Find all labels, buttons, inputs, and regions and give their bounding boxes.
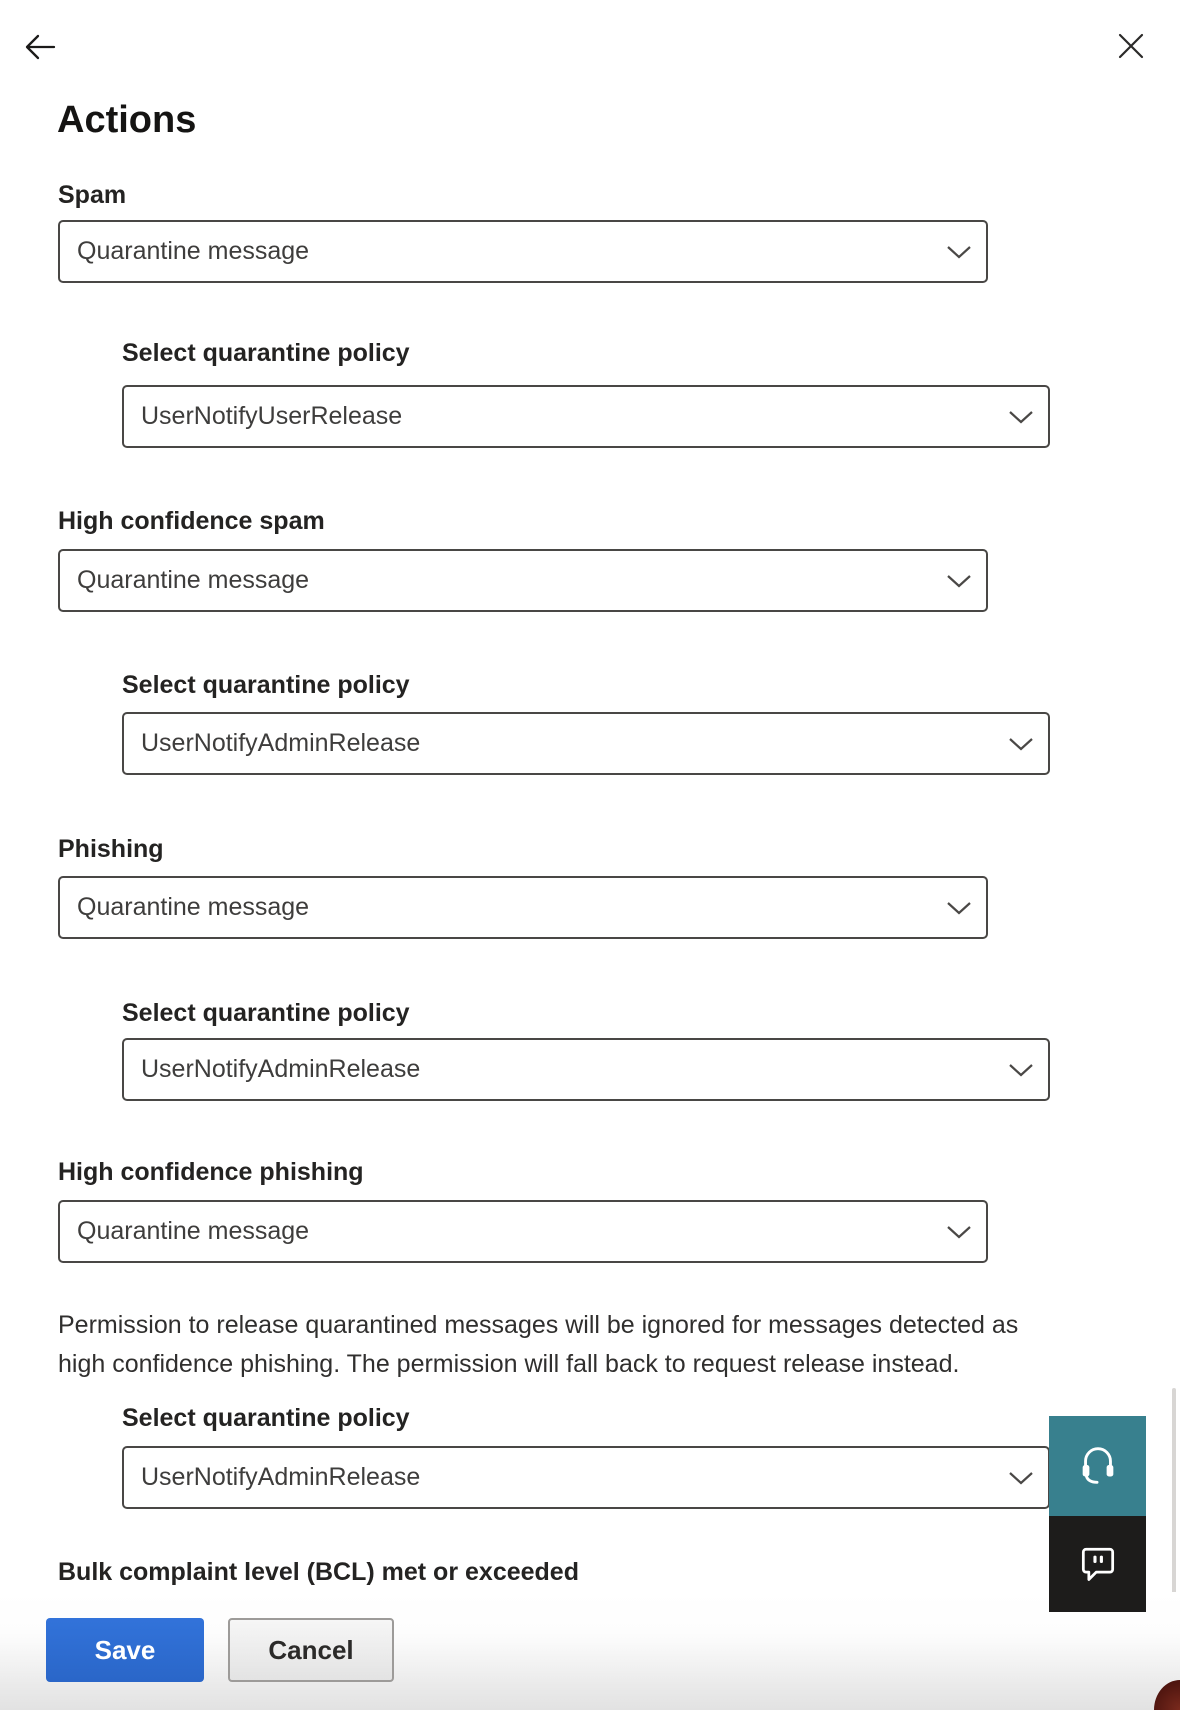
chevron-down-icon: [946, 901, 972, 915]
high-confidence-spam-action-dropdown[interactable]: [58, 549, 988, 612]
section-label-spam: Spam: [58, 181, 127, 209]
close-icon: [1117, 48, 1145, 63]
phishing-policy-label: Select quarantine policy: [122, 999, 410, 1027]
section-label-phishing: Phishing: [58, 835, 164, 863]
section-label-high-confidence-spam: High confidence spam: [58, 507, 325, 535]
spam-policy-dropdown[interactable]: [122, 385, 1050, 448]
save-button[interactable]: Save: [46, 1618, 204, 1682]
feedback-icon: [1076, 1540, 1120, 1589]
help-button[interactable]: [1049, 1416, 1146, 1516]
high-confidence-phishing-policy-value: UserNotifyAdminRelease: [141, 1463, 421, 1491]
high-confidence-phishing-action-value: Quarantine message: [77, 1217, 310, 1245]
section-label-bulk-complaint-level: Bulk complaint level (BCL) met or exceeded: [58, 1558, 579, 1586]
phishing-policy-dropdown[interactable]: [122, 1038, 1050, 1101]
close-button[interactable]: [1117, 32, 1145, 60]
footer-bar: [0, 1592, 1180, 1710]
chevron-down-icon: [1008, 1063, 1034, 1077]
phishing-action-value: Quarantine message: [77, 893, 310, 921]
phishing-action-dropdown[interactable]: [58, 876, 988, 939]
phishing-policy-value: UserNotifyAdminRelease: [141, 1055, 421, 1083]
chevron-down-icon: [946, 574, 972, 588]
chevron-down-icon: [1008, 737, 1034, 751]
high-confidence-phishing-policy-dropdown[interactable]: [122, 1446, 1050, 1509]
spam-action-value: Quarantine message: [77, 237, 310, 265]
headset-icon: [1075, 1440, 1121, 1493]
high-confidence-phishing-action-dropdown[interactable]: [58, 1200, 988, 1263]
back-button[interactable]: [23, 30, 57, 64]
high-confidence-spam-policy-dropdown[interactable]: [122, 712, 1050, 775]
high-confidence-phishing-note: Permission to release quarantined messages will be ignored for messages detected as high confidence phishing. The permission will fall back to request release instead.: [58, 1311, 1019, 1378]
page-title: Actions: [57, 99, 197, 141]
cancel-button[interactable]: Cancel: [228, 1618, 394, 1682]
chevron-down-icon: [946, 245, 972, 259]
spam-policy-value: UserNotifyUserRelease: [141, 402, 403, 430]
feedback-button[interactable]: [1049, 1516, 1146, 1612]
high-confidence-spam-action-value: Quarantine message: [77, 566, 310, 594]
high-confidence-phishing-policy-label: Select quarantine policy: [122, 1404, 410, 1432]
high-confidence-spam-policy-value: UserNotifyAdminRelease: [141, 729, 421, 757]
chevron-down-icon: [1008, 1471, 1034, 1485]
high-confidence-spam-policy-label: Select quarantine policy: [122, 671, 410, 699]
section-label-high-confidence-phishing: High confidence phishing: [58, 1158, 364, 1186]
spam-action-dropdown[interactable]: [58, 220, 988, 283]
chevron-down-icon: [946, 1225, 972, 1239]
back-arrow-icon: [23, 52, 57, 67]
chevron-down-icon: [1008, 410, 1034, 424]
spam-policy-label: Select quarantine policy: [122, 339, 410, 367]
